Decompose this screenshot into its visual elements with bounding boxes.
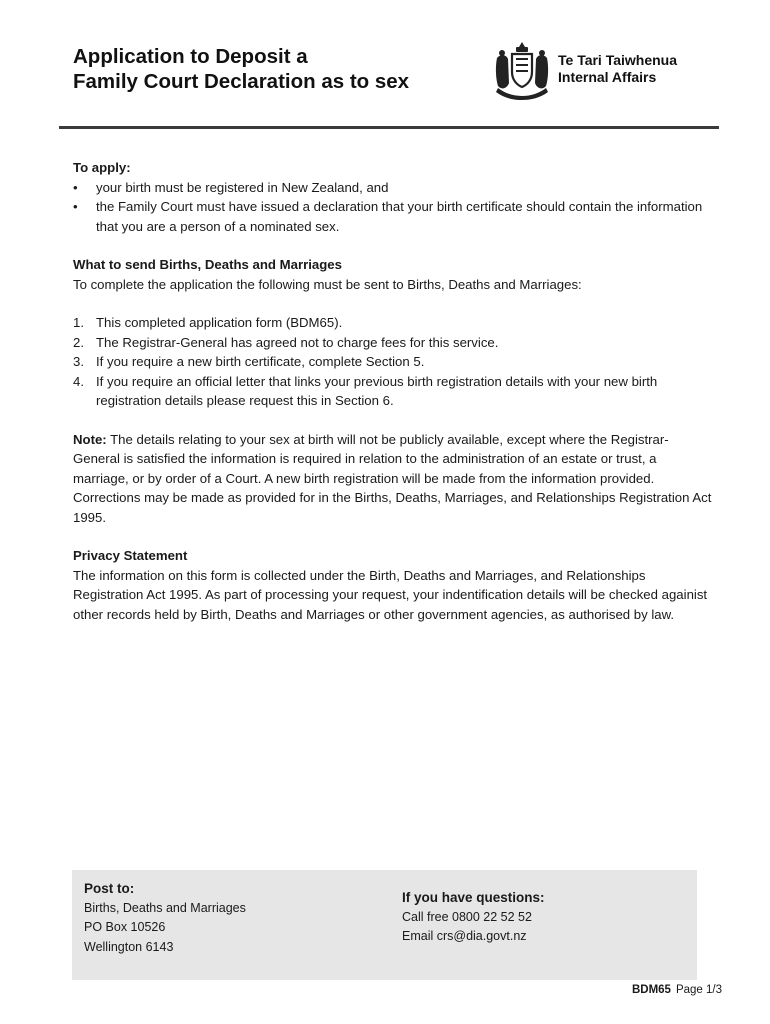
- list-text: If you require an official letter that links your previous birth registration details with your new birth registration details please request this in Section 6.: [96, 373, 658, 408]
- form-code: BDM65: [631, 984, 671, 996]
- questions-contact: [402, 888, 545, 947]
- address-line: Wellington 6143: [84, 939, 174, 954]
- what-to-send-intro: To complete the application the following must be sent to Births, Deaths and Marriages:: [73, 276, 582, 292]
- list-text: This completed application form (BDM65).: [96, 315, 343, 330]
- title-line-2: Family Court Declaration as to sex: [73, 70, 410, 93]
- post-heading: Post to:: [84, 881, 135, 896]
- privacy-heading: Privacy Statement: [73, 548, 188, 563]
- privacy-text: The information on this form is collected under the Birth, Deaths and Marriages, and Relationships Registration Act 1995. As part of processing your request, your indentification details will be checked againist other records held by Birth, Deaths and Marriages or other government agencies, as authorised by law.: [73, 567, 708, 622]
- header-divider: [59, 126, 719, 129]
- page-number: [632, 984, 722, 996]
- phone-line: Call free 0800 22 52 52: [402, 909, 532, 924]
- questions-heading: If you have questions:: [402, 890, 545, 905]
- email-line: Email crs@dia.govt.nz: [402, 929, 527, 943]
- page-title: [73, 44, 409, 94]
- list-number: 4.: [73, 373, 84, 389]
- list-text: The Registrar-General has agreed not to charge fees for this service.: [96, 334, 499, 350]
- what-to-send-heading: What to send Births, Deaths and Marriages: [73, 257, 342, 272]
- list-text: If you require a new birth certificate, complete Section 5.: [96, 354, 425, 369]
- agency-name-english: Internal Affairs: [558, 69, 657, 85]
- list-item: [73, 333, 713, 353]
- list-item: [73, 372, 713, 411]
- what-to-send-list: [73, 313, 713, 411]
- title-line-1: Application to Deposit a: [73, 45, 308, 68]
- note-text: The details relating to your sex at birth will not be publicly available, except where the Registrar-General is satisfied the information is required in relation to the administration of an estate or trust, a marriage, or by order of a Court. A new birth registration will be made from the information provided. Corrections may be made as provided for in the Births, Deaths, Marriages, and Relationships Registration Act 1995.: [73, 431, 712, 525]
- list-number: 3.: [73, 354, 84, 369]
- note-paragraph: [73, 430, 713, 528]
- address-line: Births, Deaths and Marriages: [84, 900, 246, 915]
- list-item: [73, 352, 713, 372]
- list-number: 1.: [73, 315, 84, 330]
- to-apply-list: [73, 178, 713, 237]
- note-label: Note:: [73, 431, 107, 447]
- list-number: 2.: [73, 334, 84, 350]
- list-item: [73, 313, 713, 333]
- agency-name: [558, 52, 677, 86]
- agency-name-maori: Te Tari Taiwhenua: [558, 52, 678, 68]
- to-apply-heading: To apply:: [73, 160, 131, 175]
- postal-address: [84, 879, 246, 957]
- internal-affairs-logo: [492, 40, 722, 102]
- nz-coat-of-arms-icon: [492, 40, 552, 102]
- list-item: • your birth must be registered in New Zealand, and: [73, 178, 713, 198]
- page-label: Page 1/3: [675, 984, 722, 996]
- address-line: PO Box 10526: [84, 920, 166, 934]
- contact-box: [72, 870, 697, 980]
- form-instructions: [73, 158, 713, 624]
- list-item: • the Family Court must have issued a declaration that your birth certificate should contain the information that you are a person of a nominated sex.: [73, 197, 713, 236]
